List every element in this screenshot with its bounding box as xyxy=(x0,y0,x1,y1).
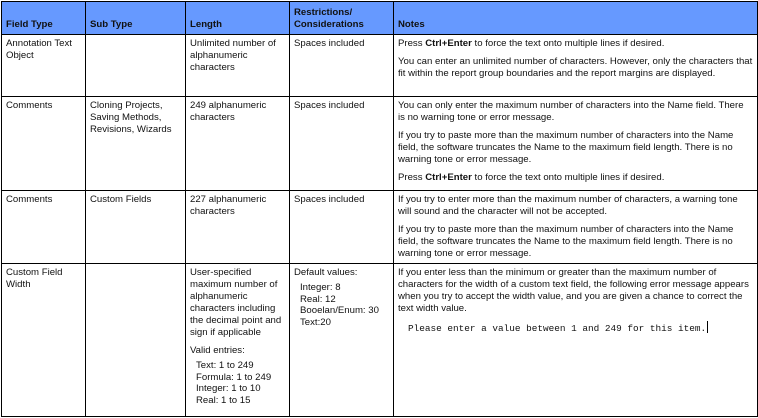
table-row xyxy=(2,191,758,264)
note-paragraph: If you try to enter more than the maximum number of characters, a warning tone will sound and the character will not be accepted. xyxy=(398,194,738,217)
header-label: Length xyxy=(190,19,222,30)
note-text: Press xyxy=(398,172,426,183)
cell-notes xyxy=(394,264,758,417)
cell-sub-type: Custom Fields xyxy=(86,191,186,264)
valid-entry: Formula: 1 to 249 xyxy=(196,371,272,383)
cell-sub-type xyxy=(86,264,186,417)
cell-restrictions: Spaces included xyxy=(290,97,394,191)
default-value: Booelan/Enum: 30 xyxy=(300,305,379,316)
default-values-list xyxy=(294,282,389,328)
note-paragraph: You can enter an unlimited number of characters. However, only the characters that fit within the report group boundaries and the report margins are displayed. xyxy=(398,56,753,79)
cell-sub-type: Cloning Projects, Saving Methods, Revisions, Wizards xyxy=(86,97,186,191)
cell-restrictions xyxy=(290,264,394,417)
cell-length: 227 alphanumeric characters xyxy=(186,191,290,264)
note-text: to force the text onto multiple lines if desired. xyxy=(471,172,665,183)
error-message-text: Please enter a value between 1 and 249 for this item. xyxy=(408,323,707,334)
header-label: Field Type xyxy=(6,19,53,30)
header-label-line1: Restrictions/ xyxy=(294,7,353,18)
cell-length: 249 alphanumeric characters xyxy=(186,97,290,191)
cell-field-type: Custom Field Width xyxy=(2,264,86,417)
header-field-type xyxy=(2,2,86,35)
header-label-line2: Considerations xyxy=(294,19,364,30)
valid-entry: Integer: 1 to 10 xyxy=(196,383,261,394)
note-text: to force the text onto multiple lines if desired. xyxy=(471,38,665,49)
cell-field-type: Comments xyxy=(2,191,86,264)
cell-field-type: Annotation Text Object xyxy=(2,35,86,97)
keyboard-shortcut: Ctrl+Enter xyxy=(425,38,472,49)
text-cursor-icon xyxy=(707,321,708,333)
default-value: Integer: 8 xyxy=(300,282,341,293)
default-value: Real: 12 xyxy=(300,293,336,305)
note-paragraph: If you enter less than the minimum or greater than the maximum number of characters for the width of a custom text field, the following error message appears when you try to accept the width value, and you are given a chance to correct the text width value. xyxy=(398,267,749,314)
valid-entry: Real: 1 to 15 xyxy=(196,394,251,406)
header-length xyxy=(186,2,290,35)
note-paragraph xyxy=(398,38,753,50)
cell-restrictions: Spaces included xyxy=(290,191,394,264)
cell-restrictions: Spaces included xyxy=(290,35,394,97)
valid-entries-list xyxy=(190,360,285,406)
note-text: Press xyxy=(398,38,426,49)
cell-length: Unlimited number of alphanumeric characters xyxy=(186,35,290,97)
header-label: Sub Type xyxy=(90,19,133,30)
note-paragraph xyxy=(398,172,753,184)
field-length-table xyxy=(1,1,758,417)
cell-notes xyxy=(394,191,758,264)
header-notes xyxy=(394,2,758,35)
header-label: Notes xyxy=(398,19,425,30)
valid-entry: Text: 1 to 249 xyxy=(196,360,254,371)
keyboard-shortcut: Ctrl+Enter xyxy=(425,172,472,183)
cell-field-type: Comments xyxy=(2,97,86,191)
note-paragraph: If you try to paste more than the maximum number of characters into the Name field, the software truncates the Name to the maximum field length. There is no warning tone or error message. xyxy=(398,130,734,165)
cell-sub-type xyxy=(86,35,186,97)
table-row xyxy=(2,35,758,97)
cell-length xyxy=(186,264,290,417)
length-description: User-specified maximum number of alphanumeric characters including the decimal point and sign if applicable xyxy=(190,267,282,338)
error-message-example xyxy=(398,321,753,335)
cell-notes xyxy=(394,35,758,97)
header-sub-type xyxy=(86,2,186,35)
note-paragraph: You can only enter the maximum number of characters into the Name field. There is no warning tone or error message. xyxy=(398,100,744,123)
note-paragraph: If you try to paste more than the maximum number of characters into the Name field, the software truncates the Name to the maximum field length. There is no warning tone or error message. xyxy=(398,224,734,259)
default-values-label: Default values: xyxy=(294,267,358,278)
cell-notes xyxy=(394,97,758,191)
table-row xyxy=(2,264,758,417)
table-row xyxy=(2,97,758,191)
table-header-row xyxy=(2,2,758,35)
valid-entries-label: Valid entries: xyxy=(190,345,245,356)
header-restrictions xyxy=(290,2,394,35)
default-value: Text:20 xyxy=(300,316,331,328)
